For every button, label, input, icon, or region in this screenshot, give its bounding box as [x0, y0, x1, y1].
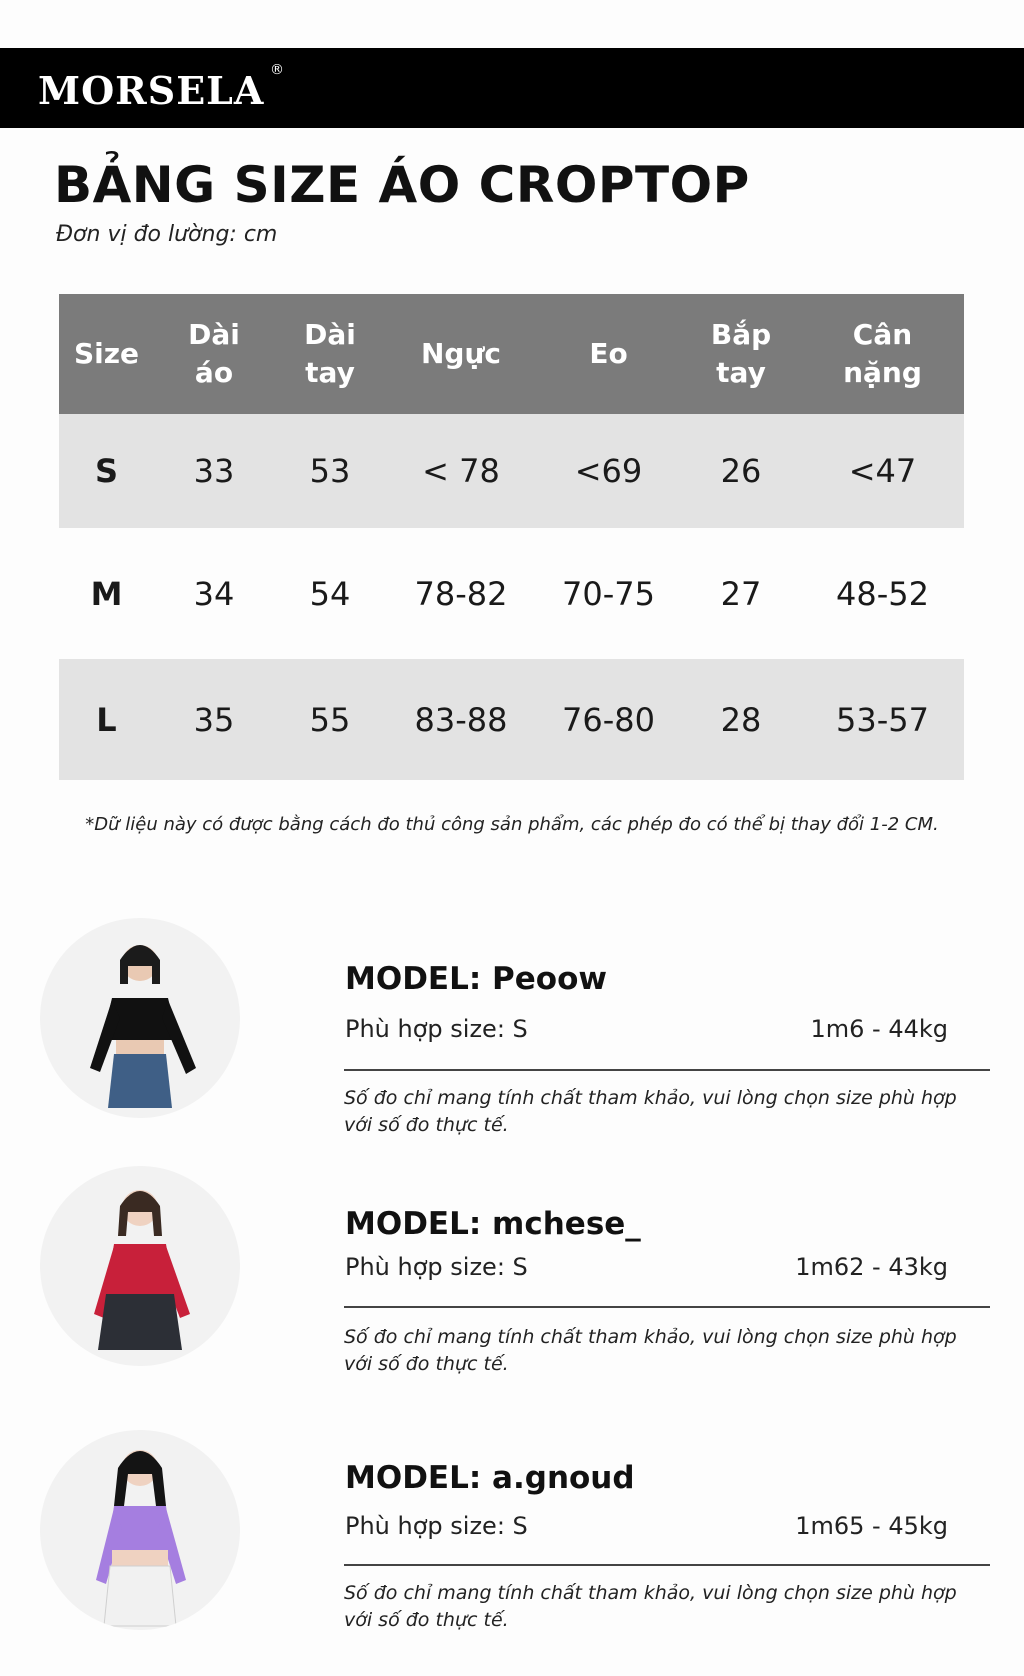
table-cell: 76-80	[536, 659, 681, 780]
col-header-sleeve	[274, 294, 386, 414]
model-photo	[40, 1166, 240, 1366]
table-cell: 26	[681, 414, 801, 528]
table-cell: 53-57	[801, 659, 964, 780]
col-header-weight-label: Cân nặng	[843, 318, 922, 389]
col-header-weight	[801, 294, 964, 414]
model-figure-icon	[40, 918, 240, 1118]
model-name: MODEL: Peoow	[345, 961, 608, 997]
table-cell: M	[90, 574, 123, 613]
model-card	[0, 918, 1024, 1138]
model-photo	[40, 1430, 240, 1630]
divider	[344, 1069, 990, 1071]
table-row	[59, 659, 964, 780]
brand-logo: MORSELA	[38, 68, 265, 113]
table-cell: S	[59, 414, 154, 528]
table-cell: 54	[309, 574, 351, 613]
table-cell: 53	[274, 414, 386, 528]
col-header-waist: Eo	[536, 294, 681, 414]
divider	[344, 1564, 990, 1566]
model-disclaimer: Số đo chỉ mang tính chất tham khảo, vui lòng chọn size phù hợp với số đo thực tế.	[344, 1087, 957, 1136]
model-height-weight: 1m62 - 43kg	[795, 1253, 948, 1281]
model-height-weight: 1m65 - 45kg	[795, 1512, 948, 1540]
table-cell: 78-82	[414, 574, 508, 613]
model-disclaimer: Số đo chỉ mang tính chất tham khảo, vui lòng chọn size phù hợp với số đo thực tế.	[344, 1582, 957, 1631]
table-cell: 34	[193, 574, 235, 613]
table-cell: 83-88	[386, 659, 536, 780]
table-header-row	[59, 294, 964, 414]
divider	[344, 1306, 990, 1308]
col-header-arm	[681, 294, 801, 414]
model-figure-icon	[40, 1430, 240, 1630]
size-table	[59, 294, 964, 780]
model-name: MODEL: mchese_	[345, 1206, 641, 1242]
table-cell: <69	[536, 414, 681, 528]
model-photo	[40, 918, 240, 1118]
model-disclaimer: Số đo chỉ mang tính chất tham khảo, vui lòng chọn size phù hợp với số đo thực tế.	[344, 1326, 957, 1375]
table-cell: 55	[274, 659, 386, 780]
col-header-sleeve-label: Dài tay	[304, 318, 356, 389]
col-header-size: Size	[59, 294, 154, 414]
table-cell: <47	[801, 414, 964, 528]
table-cell: 48-52	[836, 574, 929, 613]
table-cell: L	[59, 659, 154, 780]
col-header-chest: Ngực	[386, 294, 536, 414]
table-row	[59, 414, 964, 528]
model-fit-size: Phù hợp size: S	[345, 1253, 528, 1281]
table-cell: 33	[154, 414, 274, 528]
col-header-arm-label: Bắp tay	[710, 318, 772, 389]
unit-label: Đơn vị đo lường: cm	[56, 222, 278, 247]
measurement-note: *Dữ liệu này có được bằng cách đo thủ công sản phẩm, các phép đo có thể bị thay đổi 1-2 CM.	[85, 814, 939, 835]
table-cell: 28	[681, 659, 801, 780]
table-cell: 35	[154, 659, 274, 780]
table-cell: 27	[720, 574, 762, 613]
model-name: MODEL: a.gnoud	[345, 1460, 635, 1496]
model-figure-icon	[40, 1166, 240, 1366]
col-header-length-label: Dài áo	[188, 318, 240, 389]
table-cell: 70-75	[562, 574, 655, 613]
table-row	[59, 528, 964, 659]
model-card	[0, 1430, 1024, 1650]
model-height-weight: 1m6 - 44kg	[810, 1015, 948, 1043]
registered-mark: ®	[270, 62, 284, 78]
model-fit-size: Phù hợp size: S	[345, 1015, 528, 1043]
model-fit-size: Phù hợp size: S	[345, 1512, 528, 1540]
page-title: BẢNG SIZE ÁO CROPTOP	[54, 156, 750, 214]
table-cell: < 78	[386, 414, 536, 528]
brand-bar	[0, 48, 1024, 128]
model-card	[0, 1166, 1024, 1386]
col-header-length	[154, 294, 274, 414]
